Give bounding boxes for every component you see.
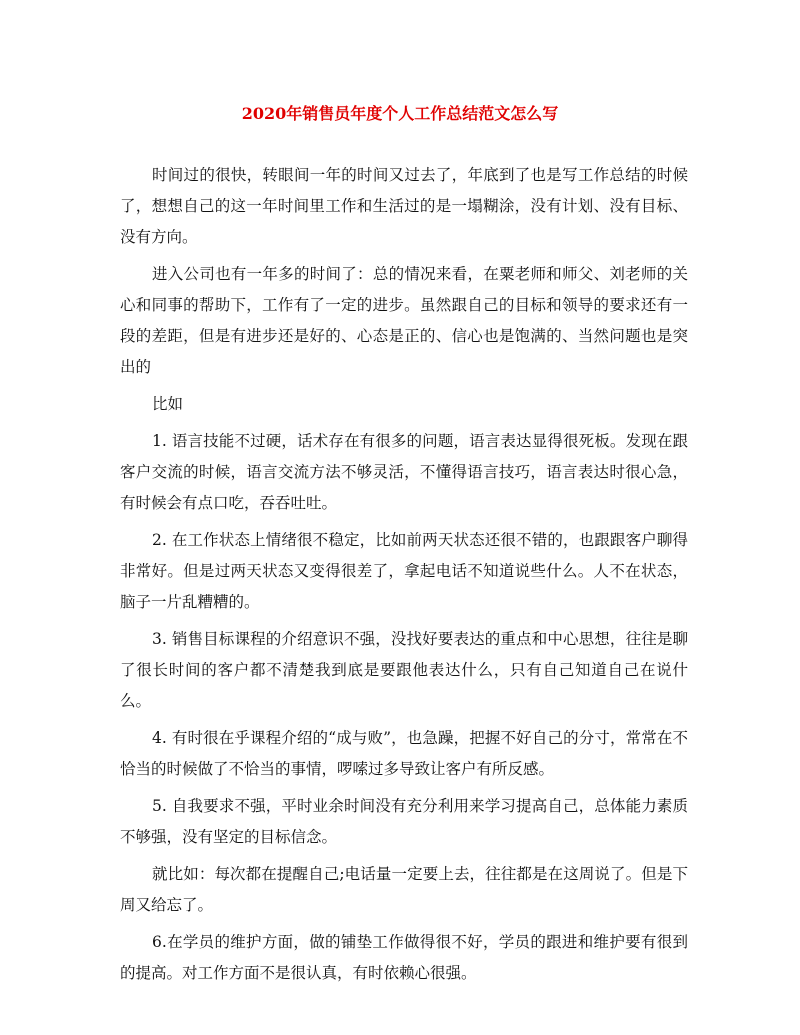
document-title: 2020年销售员年度个人工作总结范文怎么写 [241,104,559,123]
paragraph-item-3: 3. 销售目标课程的介绍意识不强，没找好要表达的重点和中心思想，往往是聊了很长时间的客户都不清楚我到底是要跟他表达什么，只有自己知道自己在说什么。 [120,630,688,710]
paragraph-overview: 进入公司也有一年多的时间了：总的情况来看，在粟老师和师父、刘老师的关心和同事的帮助下，工作有了一定的进步。虽然跟自己的目标和领导的要求还有一段的差距，但是有进步还是好的、心态是正的、信心也是饱满的、当然问题也是突出的 [120,265,688,376]
paragraph-example: 就比如：每次都在提醒自己;电话量一定要上去，往往都是在这周说了。但是下周又给忘了。 [120,865,688,914]
paragraph-item-2: 2. 在工作状态上情绪很不稳定，比如前两天状态还很不错的，也跟跟客户聊得非常好。但是过两天状态又变得很差了，拿起电话不知道说些什么。人不在状态，脑子一片乱糟糟的。 [120,531,688,611]
paragraph-item-1: 1. 语言技能不过硬，话术存在有很多的问题，语言表达显得很死板。发现在跟客户交流的时候，语言交流方法不够灵活，不懂得语言技巧，语言表达时很心急，有时候会有点口吃，吞吞吐吐。 [120,432,688,512]
document-body [120,160,688,995]
paragraph-item-5: 5. 自我要求不强，平时业余时间没有充分利用来学习提高自己，总体能力素质不够强，没有坚定的目标信念。 [120,797,688,846]
paragraph-intro: 时间过的很快，转眼间一年的时间又过去了，年底到了也是写工作总结的时候了，想想自己的这一年时间里工作和生活过的是一塌糊涂，没有计划、没有目标、没有方向。 [120,166,688,246]
paragraph-item-6: 6.在学员的维护方面，做的铺垫工作做得很不好，学员的跟进和维护要有很到的提高。对工作方面不是很认真，有时依赖心很强。 [120,933,688,982]
paragraph-for-example: 比如 [152,395,184,413]
paragraph-item-4: 4. 有时很在乎课程介绍的“成与败”，也急躁，把握不好自己的分寸，常常在不恰当的时候做了不恰当的事情，啰嗦过多导致让客户有所反感。 [120,729,688,778]
